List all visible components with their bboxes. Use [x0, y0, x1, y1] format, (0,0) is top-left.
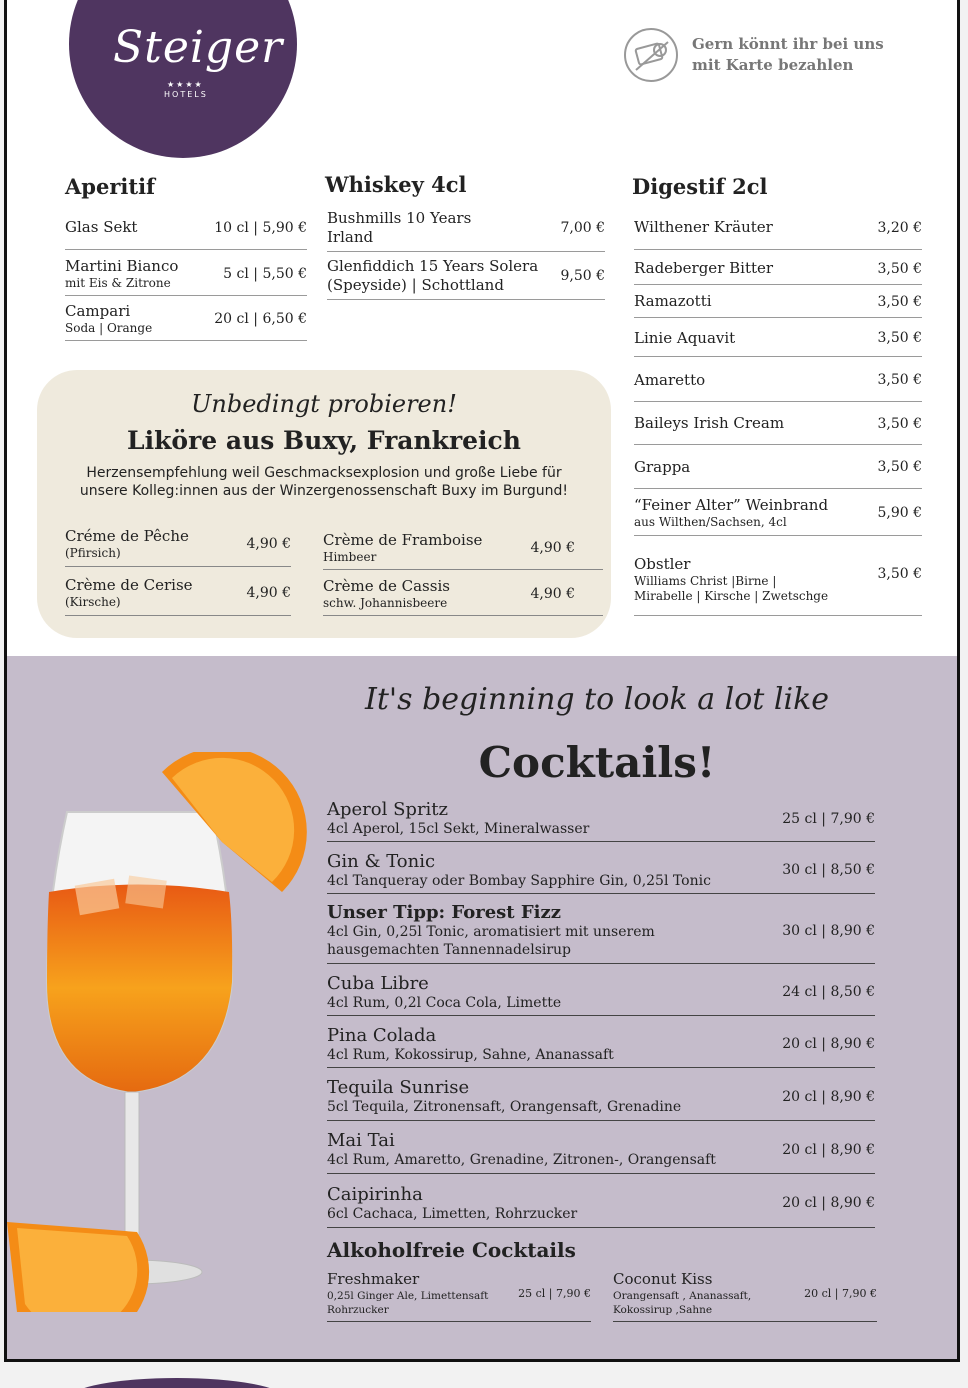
menu-item-row — [65, 206, 307, 250]
item-name: “Feiner Alter” Weinbrand — [634, 495, 829, 514]
item-description: aus Wilthen/Sachsen, 4cl — [634, 514, 787, 529]
menu-item-row — [634, 253, 922, 285]
item-name: Grappa — [634, 457, 691, 476]
cocktail-row — [327, 1126, 875, 1174]
item-price: 3,50 € — [877, 459, 922, 475]
cocktail-ingredients: 6cl Cachaca, Limetten, Rohrzucker — [327, 1205, 578, 1222]
item-origin: Irland — [327, 227, 374, 246]
item-price: 3,50 € — [877, 293, 922, 310]
cocktail-price: 20 cl | 8,90 € — [782, 1141, 875, 1158]
cocktail-price: 20 cl | 8,90 € — [782, 1036, 875, 1052]
item-price: 4,90 € — [530, 539, 575, 556]
cocktail-script-heading: It's beginning to look a lot like — [364, 682, 830, 717]
item-name: Ramazotti — [634, 292, 712, 310]
item-price: 3,50 € — [877, 566, 922, 582]
item-price: 3,50 € — [877, 372, 922, 388]
item-name: Crème de Cerise — [65, 575, 193, 594]
item-price: 3,50 € — [877, 415, 922, 432]
cocktail-name: Aperol Spritz — [327, 799, 449, 820]
cocktail-name: Freshmaker — [327, 1270, 420, 1288]
cocktail-ingredients: Orangensaft , Ananassaft, Kokossirup ,Sahne — [613, 1290, 752, 1316]
cocktail-name: Pina Colada — [327, 1024, 437, 1046]
cocktail-price: 25 cl | 7,90 € — [782, 810, 875, 827]
menu-item-row — [65, 252, 307, 296]
card-payment-text — [692, 34, 892, 76]
cocktail-price: 30 cl | 8,50 € — [782, 862, 875, 878]
item-name: Bushmills 10 Years — [327, 208, 472, 227]
cocktail-price: 20 cl | 8,90 € — [782, 1088, 875, 1105]
cocktail-row — [327, 1021, 875, 1068]
cocktail-price: 25 cl | 7,90 € — [518, 1287, 591, 1300]
item-name: Baileys Irish Cream — [634, 414, 785, 432]
logo-wordmark: Steiger — [113, 22, 284, 73]
menu-item-row — [327, 253, 605, 300]
cocktail-row — [327, 796, 875, 842]
cocktail-row — [327, 1073, 875, 1121]
cocktail-price: 30 cl | 8,90 € — [782, 922, 875, 939]
menu-item-row — [634, 544, 922, 616]
item-description: Williams Christ |Birne | — [634, 574, 777, 588]
menu-item-row — [323, 526, 603, 570]
item-description: (Pfirsich) — [65, 546, 121, 560]
item-name: Glenfiddich 15 Years Solera — [327, 257, 539, 275]
liqueur-title: Liköre aus Buxy, Frankreich — [127, 426, 521, 455]
aperol-spritz-image — [7, 752, 307, 1312]
item-price: 4,90 € — [246, 584, 291, 601]
cocktail-ingredients: 4cl Gin, 0,25l Tonic, aromatisiert mit unserem — [327, 924, 655, 940]
cocktail-ingredients: 4cl Rum, Amaretto, Grenadine, Zitronen-, Orangensaft — [327, 1152, 716, 1168]
item-origin: (Speyside) | Schottland — [327, 276, 504, 294]
cocktail-name: Unser Tipp: Forest Fizz — [327, 902, 561, 923]
item-name: Linie Aquavit — [634, 328, 736, 347]
menu-item-row — [634, 206, 922, 250]
cocktail-ingredients: 4cl Tanqueray oder Bombay Sapphire Gin, 0,25l Tonic — [327, 872, 711, 889]
item-name: Crème de Cassis — [323, 576, 450, 595]
item-name: Campari — [65, 301, 131, 320]
alcohol-free-row — [613, 1270, 877, 1322]
cocktail-row — [327, 898, 875, 964]
cocktail-ingredients: 0,25l Ginger Ale, Limettensaft Rohrzucker — [327, 1290, 489, 1316]
menu-page — [4, 0, 960, 1362]
cocktail-name: Gin & Tonic — [327, 850, 436, 872]
item-name: Crème de Framboise — [323, 530, 483, 549]
aperitif-title: Aperitif — [65, 174, 156, 199]
item-price: 20 cl | 6,50 € — [214, 310, 307, 327]
item-price: 9,50 € — [560, 268, 605, 284]
hotel-logo — [69, 0, 297, 158]
cocktail-price: 20 cl | 8,90 € — [782, 1195, 875, 1211]
item-description: (Kirsche) — [65, 594, 121, 609]
cocktail-title: Cocktails! — [478, 738, 716, 787]
cocktail-name: Tequila Sunrise — [327, 1077, 470, 1098]
item-price: 4,90 € — [246, 536, 291, 552]
liqueur-script-heading: Unbedingt probieren! — [191, 390, 457, 418]
menu-item-row — [323, 572, 603, 616]
item-price: 3,50 € — [877, 330, 922, 346]
whiskey-title: Whiskey 4cl — [325, 172, 467, 197]
card-payment-line-2: mit Karte bezahlen — [692, 56, 854, 74]
cocktail-row — [327, 847, 875, 894]
cocktail-name: Cuba Libre — [327, 972, 429, 994]
cocktail-price: 24 cl | 8,50 € — [782, 984, 875, 1000]
item-price: 7,00 € — [560, 219, 605, 236]
alcohol-free-title: Alkoholfreie Cocktails — [327, 1238, 576, 1262]
card-payment-icon — [624, 28, 678, 82]
item-price: 3,20 € — [877, 219, 922, 236]
item-name: Martini Bianco — [65, 256, 179, 275]
menu-item-row — [327, 204, 605, 252]
cocktail-name: Coconut Kiss — [613, 1270, 713, 1288]
menu-item-row — [634, 359, 922, 402]
item-price: 10 cl | 5,90 € — [214, 219, 307, 236]
menu-item-row — [634, 286, 922, 318]
item-name: Créme de Pêche — [65, 527, 189, 545]
card-payment-line-1: Gern könnt ihr bei uns — [692, 35, 884, 53]
cocktail-row — [327, 1179, 875, 1228]
item-description: schw. Johannisbeere — [323, 595, 448, 610]
cocktail-name: Mai Tai — [327, 1130, 395, 1151]
cocktail-row — [327, 969, 875, 1016]
cocktail-ingredients: 5cl Tequila, Zitronensaft, Orangensaft, Grenadine — [327, 1099, 682, 1115]
logo-stars: ★★★★ — [167, 80, 204, 89]
item-price: 3,50 € — [877, 260, 922, 277]
next-page-logo-edge — [70, 1378, 284, 1388]
menu-item-row — [634, 490, 922, 536]
item-description: mit Eis & Zitrone — [65, 275, 171, 290]
menu-item-row — [634, 320, 922, 357]
cocktail-ingredients: 4cl Aperol, 15cl Sekt, Mineralwasser — [327, 821, 590, 837]
cocktail-name: Caipirinha — [327, 1183, 423, 1205]
item-description: Soda | Orange — [65, 320, 153, 335]
item-name: Amaretto — [634, 370, 706, 389]
cocktail-ingredients: 4cl Rum, Kokossirup, Sahne, Ananassaft — [327, 1046, 614, 1063]
menu-item-row — [65, 570, 291, 616]
alcohol-free-row — [327, 1270, 591, 1322]
item-price: 4,90 € — [530, 585, 575, 602]
item-price: 5,90 € — [877, 504, 922, 521]
item-name: Obstler — [634, 555, 691, 573]
item-name: Radeberger Bitter — [634, 259, 774, 277]
item-description: Himbeer — [323, 549, 377, 564]
cocktail-ingredients: hausgemachten Tannennadelsirup — [327, 942, 572, 958]
cocktail-ingredients: 4cl Rum, 0,2l Coca Cola, Limette — [327, 994, 562, 1011]
liqueur-feature-box — [37, 370, 611, 638]
menu-item-row — [65, 297, 307, 341]
menu-item-row — [65, 522, 291, 567]
menu-item-row — [634, 403, 922, 445]
item-description: Mirabelle | Kirsche | Zwetschge — [634, 589, 829, 603]
item-price: 5 cl | 5,50 € — [223, 265, 307, 282]
logo-subtitle: HOTELS — [164, 90, 208, 99]
card-payment-note — [624, 28, 892, 82]
item-name: Wilthener Kräuter — [634, 218, 773, 236]
digestif-title: Digestif 2cl — [632, 174, 768, 199]
liqueur-description: Herzensempfehlung weil Geschmacksexplosion und große Liebe für unsere Kolleg:innen aus der Winzergenossenschaft Buxy im Burgund! — [79, 465, 569, 499]
cocktail-price: 20 cl | 7,90 € — [804, 1287, 877, 1300]
menu-item-row — [634, 446, 922, 489]
item-name: Glas Sekt — [65, 218, 138, 236]
